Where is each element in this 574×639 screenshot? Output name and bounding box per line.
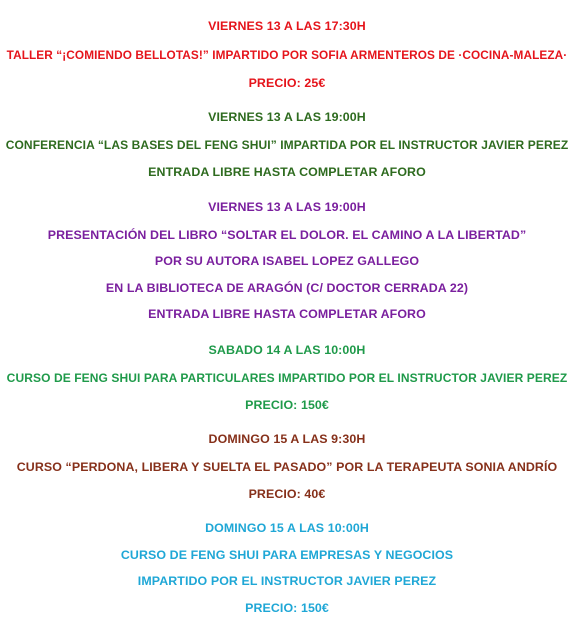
event-5-price: PRECIO: 40€ <box>248 487 326 501</box>
event-1-description: TALLER “¡COMIENDO BELLOTAS!” IMPARTIDO POR SOFIA ARMENTEROS DE ·COCINA-MALEZA· <box>6 48 568 62</box>
event-5-description: CURSO “PERDONA, LIBERA Y SUELTA EL PASADO” POR LA TERAPEUTA SONIA ANDRÍO <box>16 460 558 474</box>
event-3-admission: ENTRADA LIBRE HASTA COMPLETAR AFORO <box>148 307 426 321</box>
event-5-datetime: DOMINGO 15 A LAS 9:30H <box>208 432 366 446</box>
event-3-description: PRESENTACIÓN DEL LIBRO “SOLTAR EL DOLOR. EL CAMINO A LA LIBERTAD” <box>47 228 527 242</box>
event-3-location: EN LA BIBLIOTECA DE ARAGÓN (C/ DOCTOR CERRADA 22) <box>105 281 469 295</box>
event-2-admission: ENTRADA LIBRE HASTA COMPLETAR AFORO <box>148 165 426 179</box>
event-6-instructor: IMPARTIDO POR EL INSTRUCTOR JAVIER PEREZ <box>137 574 437 588</box>
event-6-description: CURSO DE FENG SHUI PARA EMPRESAS Y NEGOCIOS <box>120 548 454 562</box>
event-4-datetime: SABADO 14 A LAS 10:00H <box>208 343 366 357</box>
event-3-author: POR SU AUTORA ISABEL LOPEZ GALLEGO <box>154 254 420 268</box>
event-6-datetime: DOMINGO 15 A LAS 10:00H <box>205 521 369 535</box>
event-3-datetime: VIERNES 13 A LAS 19:00H <box>208 200 366 214</box>
event-2-description: CONFERENCIA “LAS BASES DEL FENG SHUI” IMPARTIDA POR EL INSTRUCTOR JAVIER PEREZ <box>5 138 569 152</box>
event-4-description: CURSO DE FENG SHUI PARA PARTICULARES IMPARTIDO POR EL INSTRUCTOR JAVIER PEREZ <box>6 371 568 385</box>
event-2-datetime: VIERNES 13 A LAS 19:00H <box>208 110 366 124</box>
event-6-price: PRECIO: 150€ <box>245 601 329 615</box>
event-1-datetime: VIERNES 13 A LAS 17:30H <box>208 19 366 33</box>
event-1-price: PRECIO: 25€ <box>248 76 326 90</box>
event-4-price: PRECIO: 150€ <box>245 398 329 412</box>
